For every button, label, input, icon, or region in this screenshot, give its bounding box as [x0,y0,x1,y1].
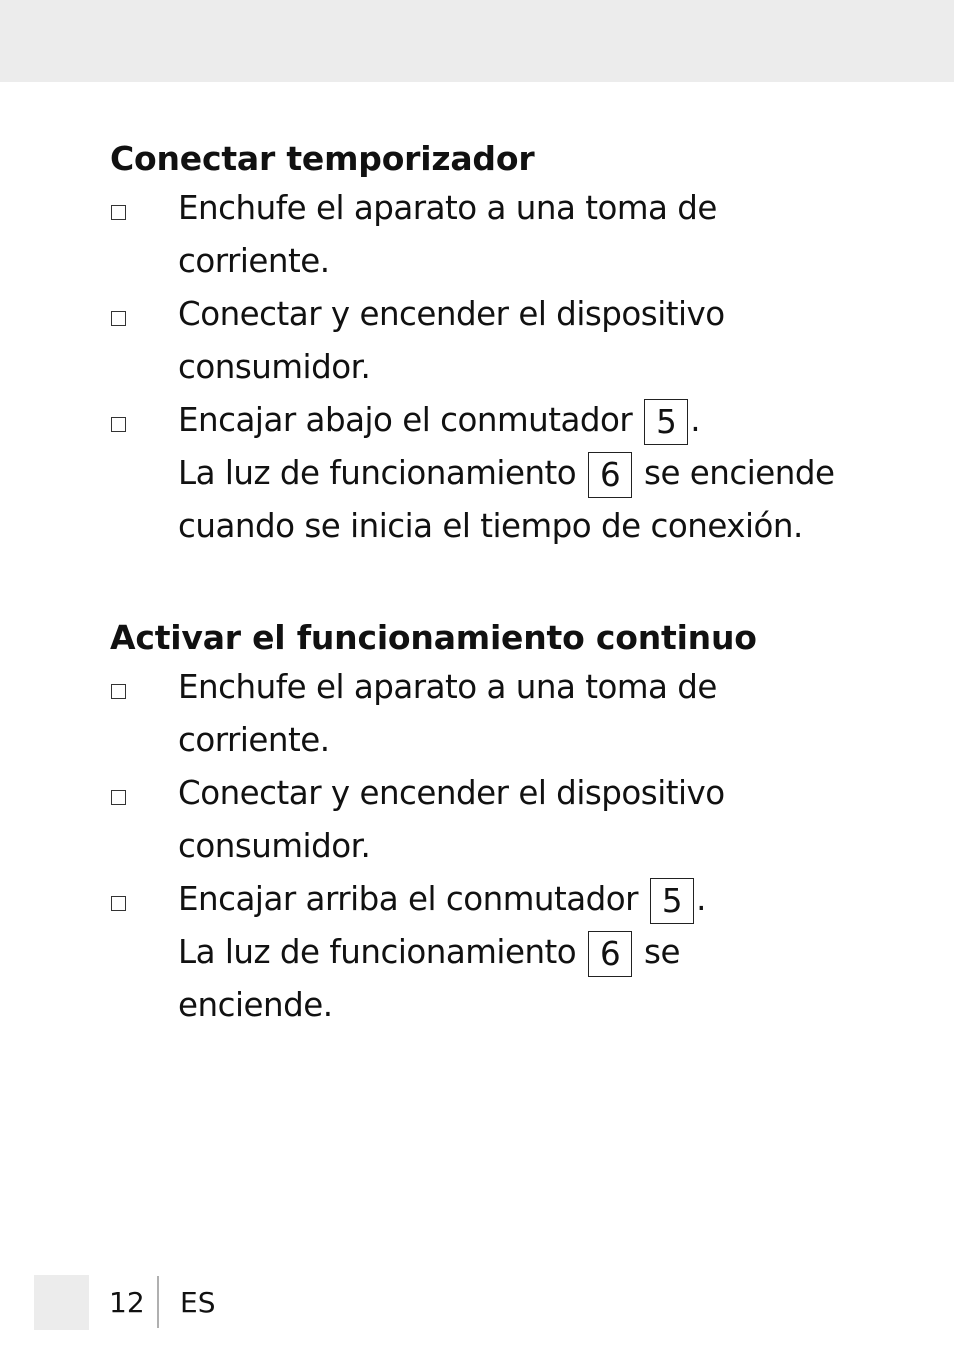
step-text: Conectar y encender el dispositivo [178,295,725,333]
header-band [0,0,954,82]
square-bullet-icon [111,311,126,326]
section-continuous-operation [110,615,880,1032]
language-code: ES [180,1286,216,1319]
step-text-part: La luz de funcionamiento [178,454,577,492]
page-number: 12 [109,1286,145,1319]
step-text: consumidor. [178,348,371,386]
square-bullet-icon [111,205,126,220]
step-item [110,661,880,767]
switch-reference-box: 5 [644,399,688,445]
section-title: Conectar temporizador [110,139,535,178]
step-text-part: . [696,880,706,918]
step-text: Enchufe el aparato a una toma de [178,189,717,227]
section-connect-timer [110,136,880,553]
square-bullet-icon [111,896,126,911]
step-text: enciende. [178,986,333,1024]
footer-divider [157,1276,159,1328]
step-text: cuando se inicia el tiempo de conexión. [178,507,803,545]
step-text-part: Encajar abajo el conmutador [178,401,633,439]
section-title: Activar el funcionamiento continuo [110,618,757,657]
square-bullet-icon [111,417,126,432]
step-text: corriente. [178,721,330,759]
square-bullet-icon [111,684,126,699]
step-text: corriente. [178,242,330,280]
step-text-part: se enciende [644,454,835,492]
step-item [110,182,880,288]
step-text: Enchufe el aparato a una toma de [178,668,717,706]
square-bullet-icon [111,790,126,805]
step-text-part: La luz de funcionamiento [178,933,577,971]
switch-reference-box: 5 [650,878,694,924]
step-text [178,394,880,447]
step-item [110,288,880,394]
step-text: consumidor. [178,827,371,865]
footer-marker [34,1275,89,1330]
step-item [110,873,880,1032]
step-item [110,394,880,553]
step-text-part: . [690,401,701,439]
light-reference-box: 6 [588,931,632,977]
light-reference-box: 6 [588,452,632,498]
step-text: Conectar y encender el dispositivo [178,774,725,812]
step-item [110,767,880,873]
step-text [178,926,880,979]
step-text-part: se [644,933,680,971]
step-text [178,873,880,926]
step-text-part: Encajar arriba el conmutador [178,880,639,918]
page-content [110,136,880,1094]
step-text [178,447,880,500]
